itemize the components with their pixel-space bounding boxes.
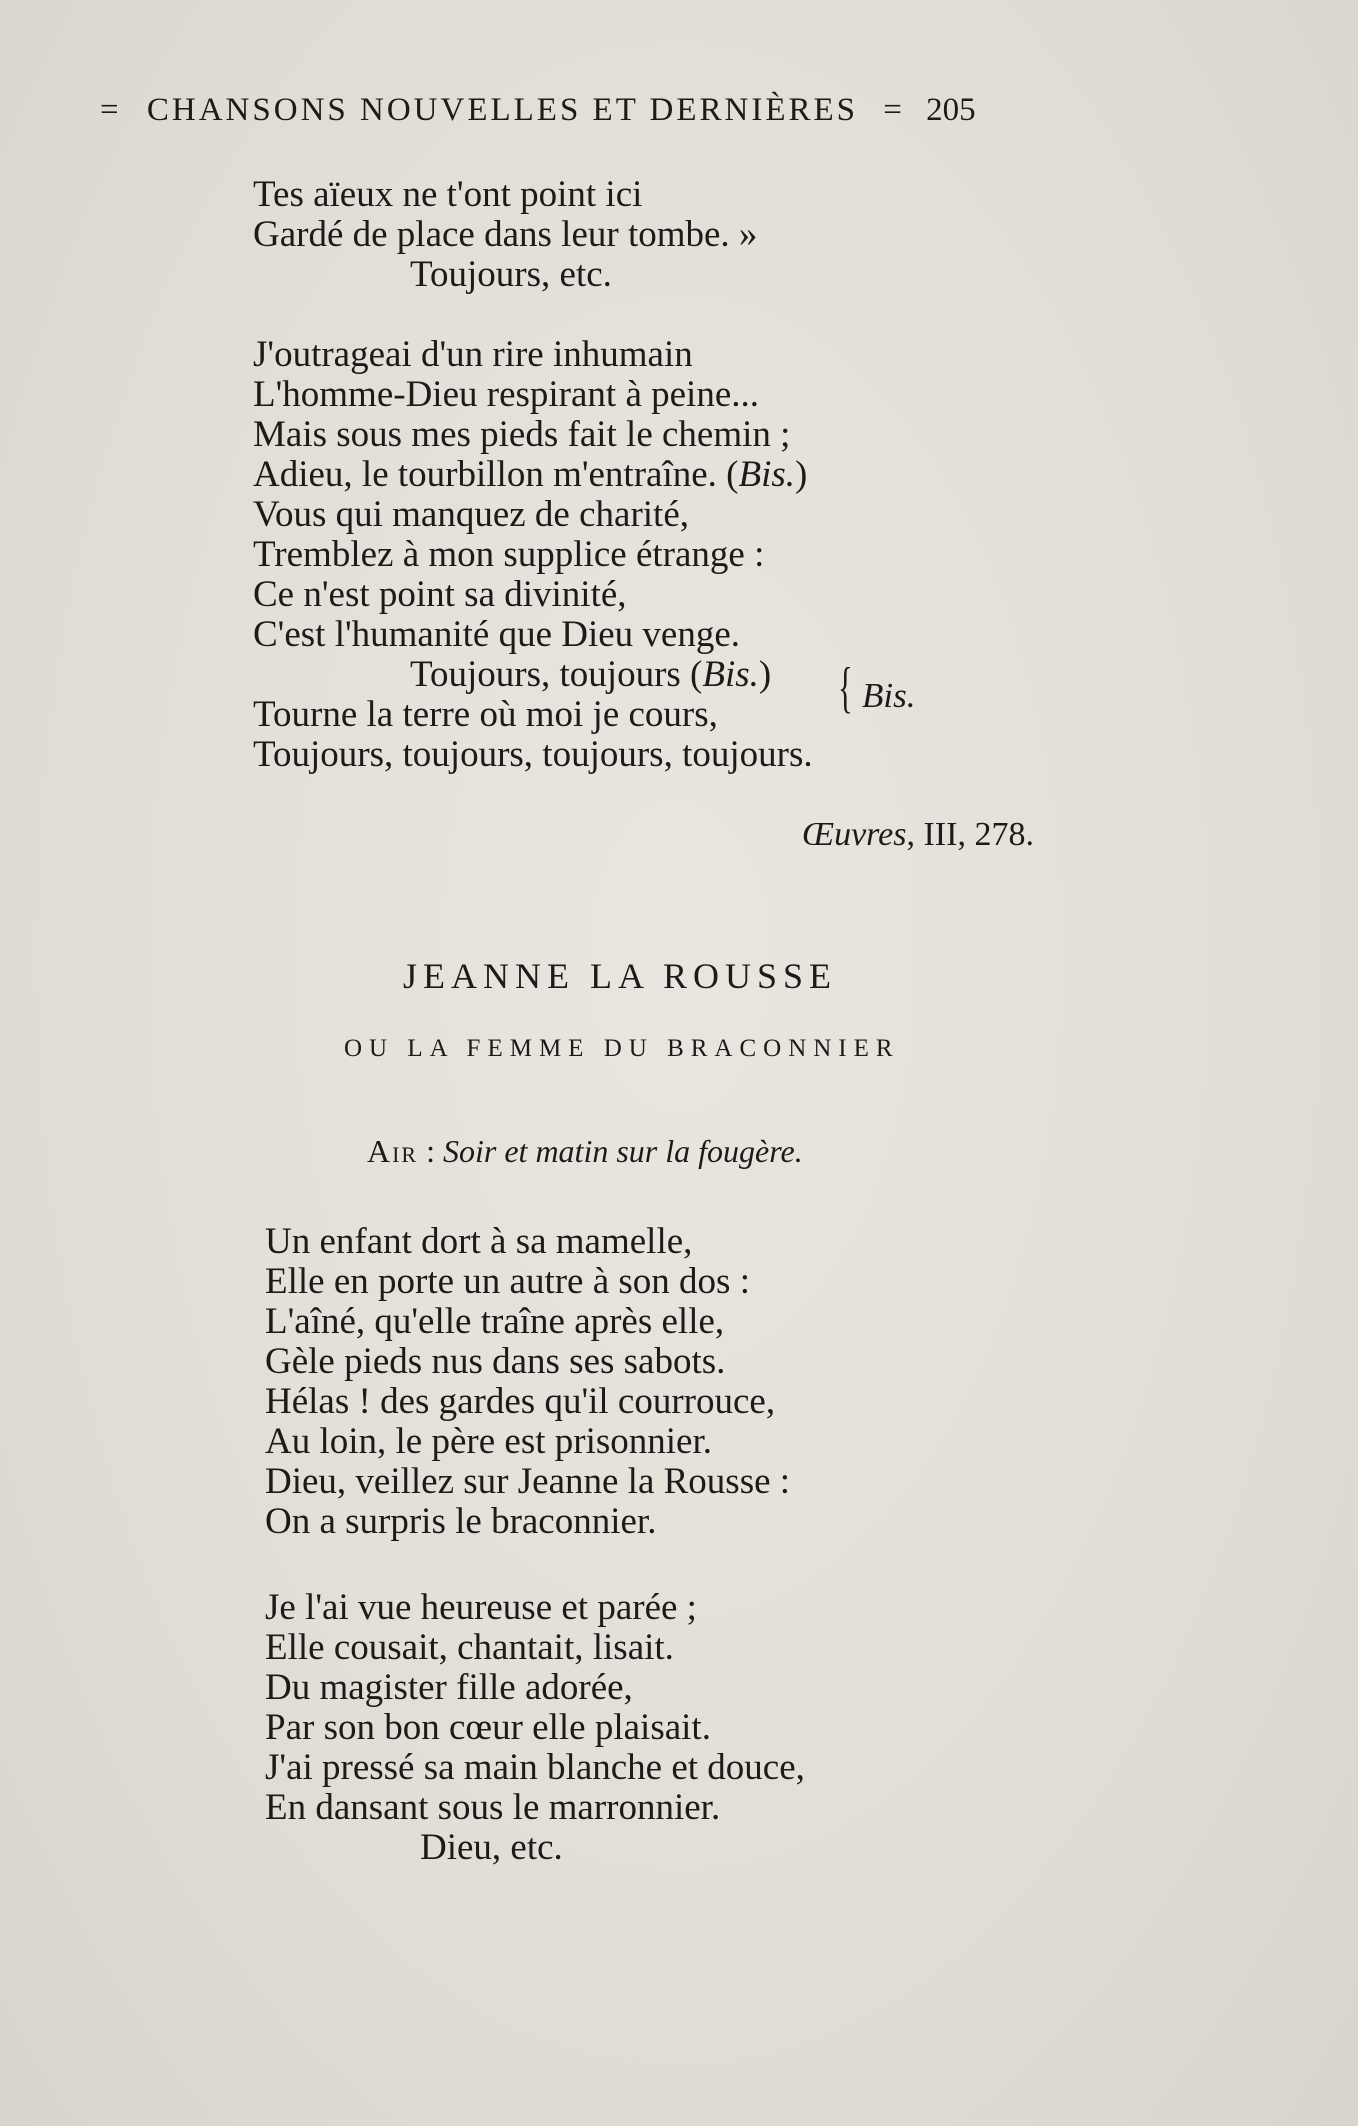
refrain-line	[410, 656, 771, 693]
running-head-right-rule: =	[883, 92, 905, 128]
verse-line: Tremblez à mon supplice étrange :	[253, 534, 765, 575]
air-separator: :	[418, 1133, 443, 1169]
verse-line: Dieu, veillez sur Jeanne la Rousse :	[265, 1461, 791, 1502]
citation-ref: , III, 278.	[906, 816, 1034, 853]
song-title: JEANNE LA ROUSSE	[403, 956, 838, 996]
verse-line: Ce n'est point sa divinité,	[253, 574, 627, 615]
bis-mark: Bis.	[738, 454, 796, 495]
verse-line: J'outrageai d'un rire inhumain	[253, 334, 693, 375]
verse-line: Mais sous mes pieds fait le chemin ;	[253, 414, 791, 455]
verse-line: Hélas ! des gardes qu'il courrouce,	[265, 1381, 776, 1422]
verse-line: Un enfant dort à sa mamelle,	[265, 1221, 693, 1262]
page-number: 205	[926, 92, 976, 128]
air-label: Air	[367, 1133, 419, 1169]
verse-line: En dansant sous le marronnier.	[265, 1787, 721, 1828]
running-head-title: CHANSONS NOUVELLES ET DERNIÈRES	[146, 92, 859, 128]
running-head	[100, 92, 1175, 129]
verse-line: J'ai pressé sa main blanche et douce,	[265, 1747, 805, 1788]
verse-line: Elle en porte un autre à son dos :	[265, 1261, 750, 1302]
verse-line: Du magister fille adorée,	[265, 1667, 633, 1708]
verse-text: Adieu, le tourbillon m'entraîne. (	[253, 454, 739, 495]
verse-text: )	[758, 654, 772, 695]
verse-text: )	[795, 454, 808, 495]
air-line	[367, 1133, 803, 1170]
verse-line: Au loin, le père est prisonnier.	[265, 1421, 712, 1462]
verse-line: Gardé de place dans leur tombe. »	[253, 214, 758, 255]
refrain-line: Toujours, etc.	[410, 254, 612, 295]
verse-line: Vous qui manquez de charité,	[253, 494, 689, 535]
citation	[802, 816, 1034, 854]
refrain-line: Dieu, etc.	[420, 1827, 563, 1868]
verse-line: Gèle pieds nus dans ses sabots.	[265, 1341, 726, 1382]
verse-line: Je l'ai vue heureuse et parée ;	[265, 1587, 697, 1628]
verse-line: On a surpris le braconnier.	[265, 1501, 657, 1542]
verse-line: Elle cousait, chantait, lisait.	[265, 1627, 674, 1668]
verse-text: Toujours, toujours (	[410, 654, 703, 695]
citation-work: Œuvres	[802, 816, 907, 853]
verse-line	[253, 456, 807, 493]
air-tune: Soir et matin sur la fougère.	[443, 1133, 803, 1169]
verse-line: C'est l'humanité que Dieu venge.	[253, 614, 741, 655]
bis-mark: Bis.	[862, 676, 916, 715]
verse-line: Tes aïeux ne t'ont point ici	[253, 174, 643, 215]
verse-line: L'aîné, qu'elle traîne après elle,	[265, 1301, 725, 1342]
song-subtitle: OU LA FEMME DU BRACONNIER	[344, 1035, 900, 1062]
verse-line: Par son bon cœur elle plaisait.	[265, 1707, 711, 1748]
running-head-left-rule: =	[100, 92, 122, 128]
verse-line: Toujours, toujours, toujours, toujours.	[253, 734, 813, 775]
verse-line: Tourne la terre où moi je cours,	[253, 694, 718, 735]
bis-mark: Bis.	[702, 654, 759, 695]
verse-line: L'homme-Dieu respirant à peine...	[253, 374, 759, 415]
brace-mark: {	[838, 657, 853, 719]
